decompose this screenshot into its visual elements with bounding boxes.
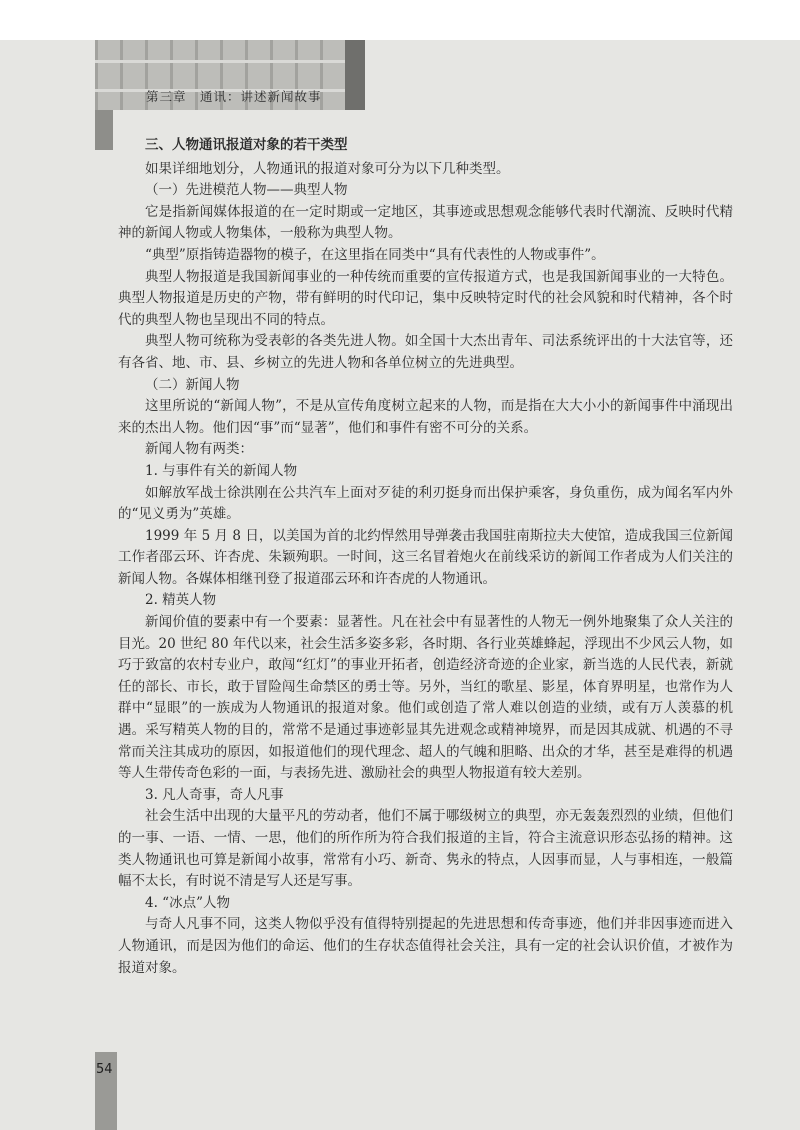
item-heading: 3. 凡人奇事，奇人凡事 (145, 786, 284, 803)
paragraph: 1999 年 5 月 8 日，以美国为首的北约悍然用导弹袭击我国驻南斯拉夫大使馆，造成我国三位新闻工作者邵云环、许杏虎、朱颖殉职。一时间，这三名冒着炮火在前线采访的新闻工作者成为人们关注的新闻人物。各媒体相继刊登了报道邵云环和许杏虎的人物通讯。 (118, 527, 733, 587)
page-number: 54 (96, 1062, 113, 1077)
item-heading: 2. 精英人物 (145, 592, 217, 609)
paragraph: 社会生活中出现的大量平凡的劳动者，他们不属于哪级树立的典型，亦无轰轰烈烈的业绩，但他们的一事、一语、一情、一思，他们的所作所为符合我们报道的主旨，符合主流意识形态弘扬的精神。这类人物通讯也可算是新闻小故事，常常有小巧、新奇、隽永的特点，人因事而显，人与事相连，一般篇幅不太长，有时说不清是写人还是写事。 (118, 808, 733, 890)
item-heading: 1. 与事件有关的新闻人物 (145, 462, 298, 479)
paragraph: 与奇人凡事不同，这类人物似乎没有值得特别提起的先进思想和传奇事迹，他们并非因事迹而进入人物通讯，而是因为他们的命运、他们的生存状态值得社会关注，具有一定的社会认识价值，才被作为报道对象。 (118, 916, 733, 976)
header-decoration (0, 40, 800, 150)
paragraph: 如解放军战士徐洪刚在公共汽车上面对歹徒的利刃挺身而出保护乘客，身负重伤，成为闻名军内外的“见义勇为”英雄。 (118, 484, 733, 523)
running-head: 第三章 通讯：讲述新闻故事 (146, 89, 322, 104)
book-page (0, 40, 800, 1130)
paragraph: 新闻人物有两类： (145, 441, 253, 458)
subsection-heading: （一）先进模范人物——典型人物 (145, 182, 348, 199)
section-heading: 三、人物通讯报道对象的若干类型 (145, 137, 348, 153)
subsection-heading: （二）新闻人物 (145, 376, 240, 393)
paragraph: “典型”原指铸造器物的模子，在这里指在同类中“具有代表性的人物或事件”。 (145, 246, 605, 263)
body-text (118, 135, 733, 979)
paragraph: 这里所说的“新闻人物”，不是从宣传角度树立起来的人物，而是指在大大小小的新闻事件中涌现出来的杰出人物。他们因“事”而“显著”，他们和事件有密不可分的关系。 (118, 398, 733, 436)
paragraph: 新闻价值的要素中有一个要素：显著性。凡在社会中有显著性的人物无一例外地聚集了众人关注的目光。20 世纪 80 年代以来，社会生活多姿多彩，各时期、各行业英雄蜂起，浮现出不少风云人物，如巧于致富的农村专业户，敢闯“红灯”的事业开拓者，创造经济奇迹的企业家，新当选的人民代表，新就任的部长、市长，敢于冒险闯生命禁区的勇士等。另外，当红的歌星、影星，体育界明星，也常作为人群中“显眼”的一族成为人物通讯的报道对象。他们或创造了常人难以创造的业绩，或有万人羡慕的机遇。采写精英人物的目的，常常不是通过事迹彰显其先进观念或精神境界，而是因其成就、机遇的不寻常而关注其成功的原因，如报道他们的现代理念、超人的气魄和胆略、出众的才华，甚至是难得的机遇等人生带传奇色彩的一面，与表扬先进、激励社会的典型人物报道有较大差别。 (118, 614, 733, 782)
paragraph: 它是指新闻媒体报道的在一定时期或一定地区，其事迹或思想观念能够代表时代潮流、反映时代精神的新闻人物或人物集体，一般称为典型人物。 (118, 203, 733, 242)
paragraph: 典型人物报道是我国新闻事业的一种传统而重要的宣传报道方式，也是我国新闻事业的一大特色。典型人物报道是历史的产物，带有鲜明的时代印记，集中反映特定时代的社会风貌和时代精神，各个时代的典型人物也呈现出不同的特点。 (118, 268, 733, 328)
paragraph: 典型人物可统称为受表彰的各类先进人物。如全国十大杰出青年、司法系统评出的十大法官等，还有各省、地、市、县、乡树立的先进人物和各单位树立的先进典型。 (118, 333, 733, 371)
paragraph: 如果详细地划分，人物通讯的报道对象可分为以下几种类型。 (145, 160, 510, 177)
item-heading: 4. “冰点”人物 (145, 894, 230, 911)
